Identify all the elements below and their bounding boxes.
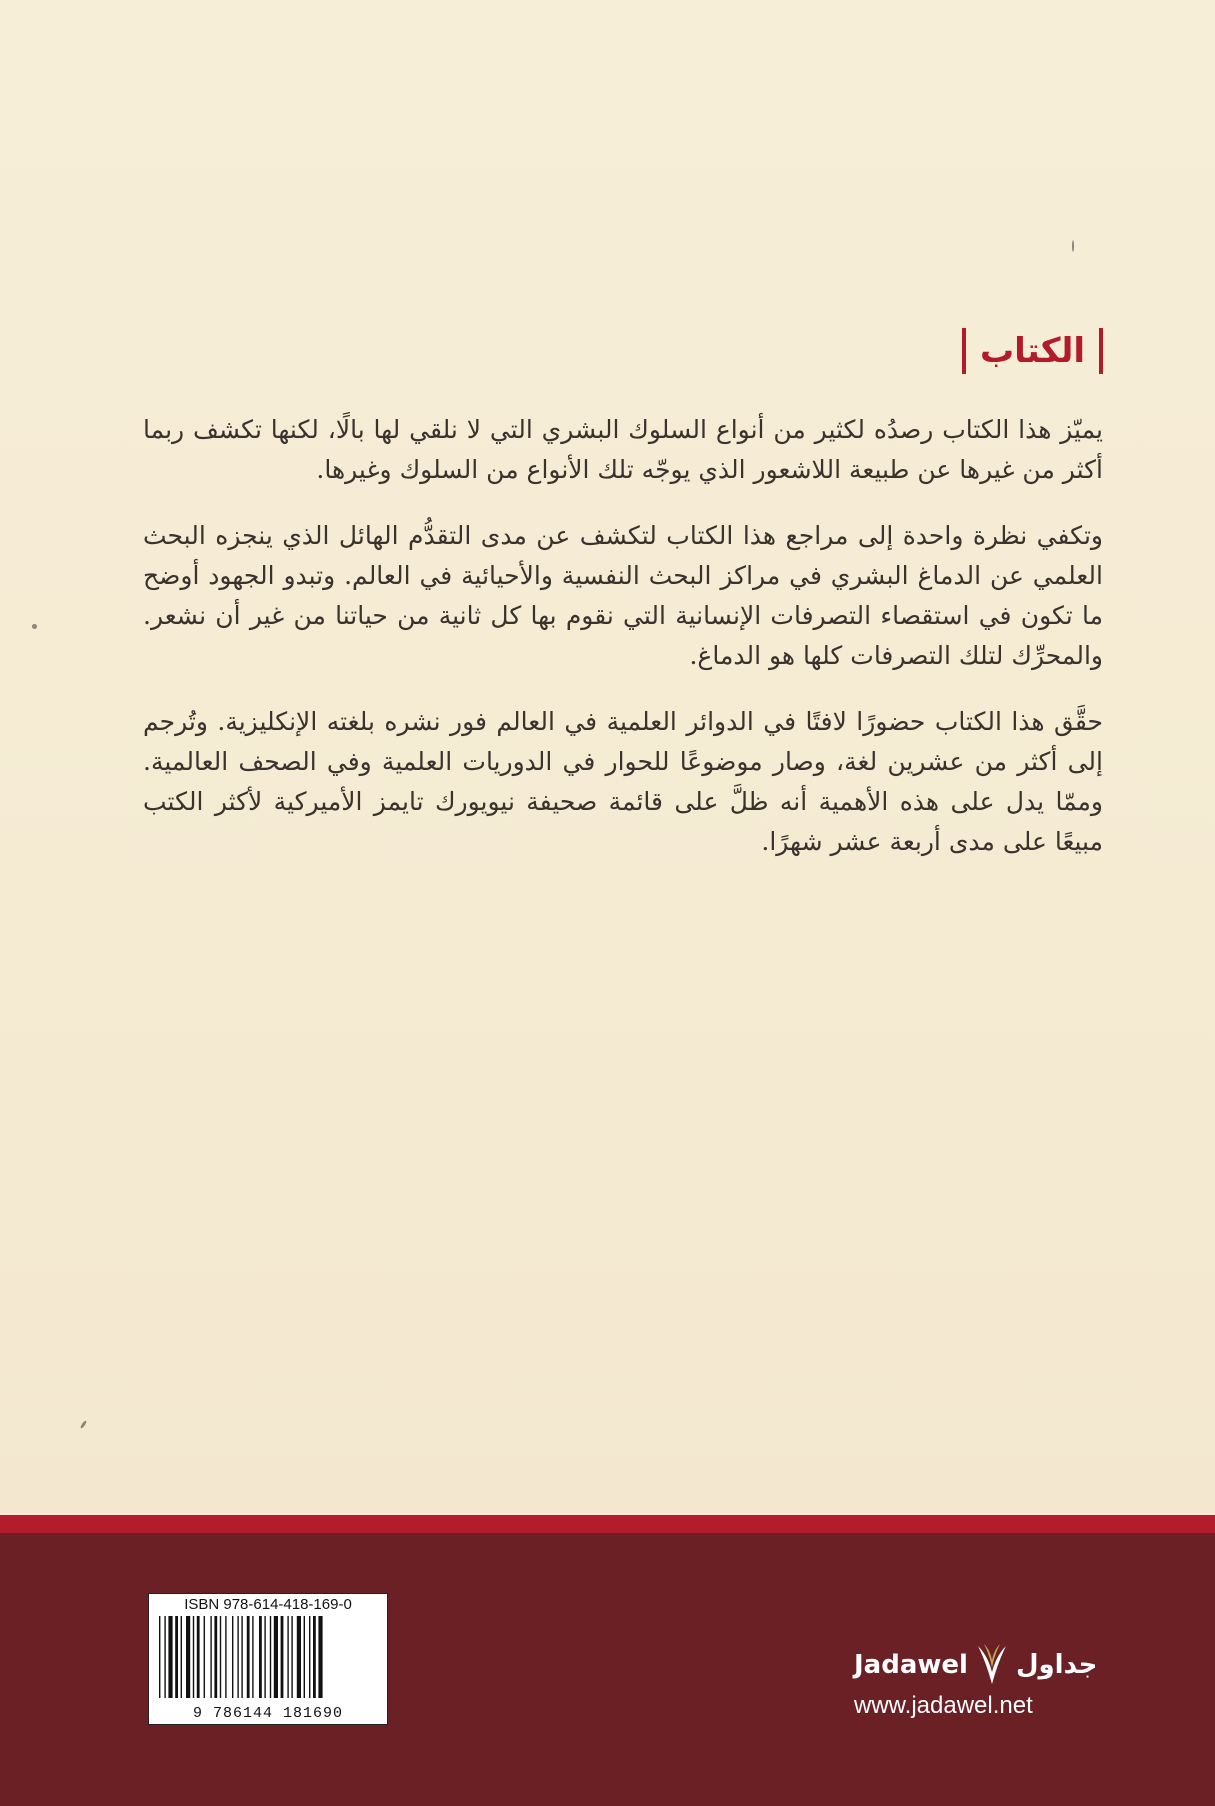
paragraph: يميّز هذا الكتاب رصدُه لكثير من أنواع السلوك البشري التي لا نلقي لها بالًا، لكنها تكشف ربما أكثر من غيرها عن طبيعة اللاشعور الذي يوجّه تلك الأنواع من السلوك وغيرها. bbox=[143, 415, 1103, 484]
section-title: الكتاب bbox=[979, 331, 1085, 371]
section-heading bbox=[962, 328, 1103, 374]
accent-stripe bbox=[0, 1515, 1215, 1533]
paper-speck bbox=[1072, 240, 1074, 252]
heading-bar-left bbox=[962, 328, 966, 374]
barcode-bars bbox=[157, 1616, 379, 1698]
heading-bar-right bbox=[1099, 328, 1103, 374]
barcode bbox=[148, 1593, 388, 1725]
publisher-url: www.jadawel.net bbox=[854, 1692, 1033, 1719]
jadawel-leaf-icon bbox=[972, 1642, 1012, 1688]
back-cover-text bbox=[143, 410, 1103, 888]
paper-speck bbox=[32, 624, 37, 629]
publisher-logo bbox=[850, 1640, 1110, 1740]
paragraph: وتكفي نظرة واحدة إلى مراجع هذا الكتاب لتكشف عن مدى التقدُّم الهائل الذي ينجزه البحث العلمي عن الدماغ البشري في مراكز البحث النفسية والأحيائية في العالم. وتبدو الجهود أوضح ما تكون في استقصاء التصرفات الإنسانية التي نقوم بها كل ثانية من حياتنا من غير أن نشعر. والمحرِّك لتلك التصرفات كلها هو الدماغ. bbox=[143, 521, 1103, 670]
isbn-label: ISBN 978-614-418-169-0 bbox=[184, 1596, 352, 1613]
barcode-digits: 9 786144 181690 bbox=[192, 1705, 344, 1722]
publisher-name-ar: جداول bbox=[1015, 1650, 1098, 1680]
publisher-name-en: Jadawel bbox=[854, 1650, 968, 1680]
paragraph: حقَّق هذا الكتاب حضورًا لافتًا في الدوائر العلمية في العالم فور نشره بلغته الإنكليزية. وتُرجم إلى أكثر من عشرين لغة، وصار موضوعًا للحوار في الدوريات العلمية وفي الصحف العالمية. وممّا يدل على هذه الأهمية أنه ظلَّ على قائمة صحيفة نيويورك تايمز الأميركية لأكثر الكتب مبيعًا على مدى أربعة عشر شهرًا. bbox=[143, 707, 1103, 856]
